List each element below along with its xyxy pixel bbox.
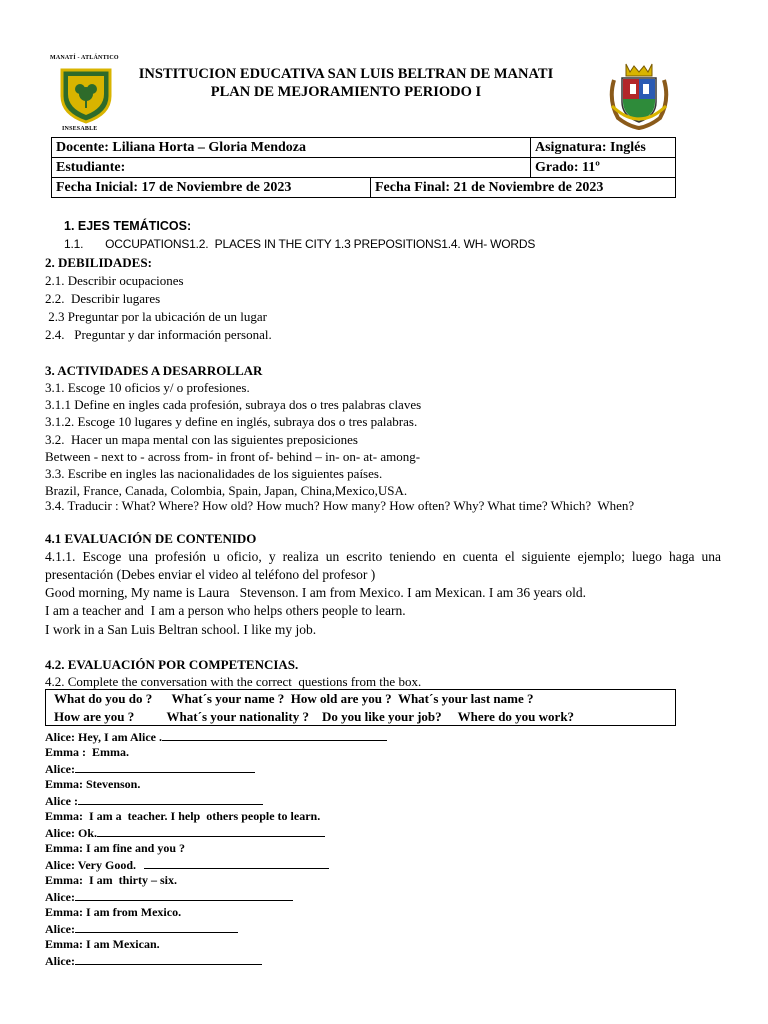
answer-blank[interactable] [97, 825, 325, 837]
section1-topics: 1.1. OCCUPATIONS1.2. PLACES IN THE CITY 1.3 PREPOSITIONS1.4. WH- WORDS [64, 237, 536, 251]
municipal-crest-logo [606, 60, 672, 132]
dialogue-line: Emma: I am from Mexico. [45, 905, 182, 919]
section2-item: 2.3 Preguntar por la ubicación de un lugar [45, 309, 268, 324]
dialogue-line: Emma: I am Mexican. [45, 937, 160, 951]
section3-item: 3.1.1 Define en ingles cada profesión, subraya dos o tres palabras claves [45, 397, 422, 412]
student-cell[interactable]: Estudiante: [52, 158, 531, 178]
section3-item: 3.4. Traducir : What? Where? How old? How much? How many? How often? Why? What time? Which? When? [45, 498, 635, 513]
answer-blank[interactable] [144, 857, 329, 869]
answer-blank[interactable] [75, 761, 255, 773]
section3-item: Between - next to - across from- in front of- behind – in- on- at- among- [45, 449, 421, 464]
dialogue-line: Emma: I am thirty – six. [45, 873, 177, 887]
section42-heading: 4.2. EVALUACIÓN POR COMPETENCIAS. [45, 657, 299, 672]
section42-instruction: 4.2. Complete the conversation with the correct questions from the box. [45, 674, 422, 689]
section2-heading: 2. DEBILIDADES: [45, 255, 152, 270]
grade-cell: Grado: 11º [531, 158, 676, 178]
logo-caption-top: MANATÍ - ATLÁNTICO [50, 55, 119, 61]
answer-blank[interactable] [162, 729, 387, 741]
answer-blank[interactable] [78, 793, 263, 805]
example-text-line: I am a teacher and I am a person who helps others people to learn. [45, 603, 406, 618]
section41-instruction-line2: presentación (Debes enviar el video al teléfono del profesor ) [45, 567, 376, 582]
teacher-cell: Docente: Liliana Horta – Gloria Mendoza [52, 138, 531, 158]
dialogue-line: Alice : [45, 793, 263, 809]
subject-cell: Asignatura: Inglés [531, 138, 676, 158]
logo-caption-bottom: INSESABLE [62, 126, 98, 132]
answer-blank[interactable] [75, 953, 262, 965]
section41-heading: 4.1 EVALUACIÓN DE CONTENIDO [45, 531, 257, 546]
section2-item: 2.1. Describir ocupaciones [45, 273, 184, 288]
questions-row: How are you ? What´s your nationality ? Do you like your job? Where do you work? [54, 709, 575, 724]
section3-item: 3.1.2. Escoge 10 lugares y define en inglés, subraya dos o tres palabras. [45, 414, 418, 429]
institution-title: INSTITUCION EDUCATIVA SAN LUIS BELTRAN DE MANATI [138, 66, 554, 82]
questions-box [45, 689, 676, 726]
section3-item: 3.3. Escribe en ingles las nacionalidades de los siguientes países. [45, 466, 383, 481]
dialogue-line: Emma: Stevenson. [45, 777, 141, 791]
section3-heading: 3. ACTIVIDADES A DESARROLLAR [45, 363, 263, 378]
dialogue-line: Alice: Very Good. [45, 857, 329, 873]
example-text-line: I work in a San Luis Beltran school. I like my job. [45, 622, 317, 637]
section3-item: 3.2. Hacer un mapa mental con las siguientes preposiciones [45, 432, 358, 447]
dialogue-line: Emma: I am fine and you ? [45, 841, 186, 855]
section1-heading: 1. EJES TEMÁTICOS: [64, 219, 192, 233]
dialogue-line: Alice: [45, 953, 262, 969]
dialogue-line: Emma : Emma. [45, 745, 129, 759]
section41-instruction-line1: 4.1.1. Escoge una profesión u oficio, y realiza un escrito teniendo en cuenta el siguiente ejemplo; luego haga una [45, 549, 721, 564]
start-date-cell: Fecha Inicial: 17 de Noviembre de 2023 [52, 178, 371, 198]
dialogue-line: Alice: [45, 889, 293, 905]
answer-blank[interactable] [75, 921, 238, 933]
section3-item: Brazil, France, Canada, Colombia, Spain, Japan, China,Mexico,USA. [45, 483, 408, 498]
dialogue-line: Alice: Ok. [45, 825, 325, 841]
dialogue-line: Emma: I am a teacher. I help others people to learn. [45, 809, 321, 823]
dialogue-line: Alice: Hey, I am Alice . [45, 729, 387, 745]
section2-item: 2.2. Describir lugares [45, 291, 161, 306]
info-table [51, 137, 676, 198]
answer-blank[interactable] [75, 889, 293, 901]
dialogue-line: Alice: [45, 921, 238, 937]
example-text-line: Good morning, My name is Laura Stevenson. I am from Mexico. I am Mexican. I am 36 years old. [45, 585, 586, 600]
questions-row: What do you do ? What´s your name ? How old are you ? What´s your last name ? [54, 691, 534, 706]
dialogue-line: Alice: [45, 761, 255, 777]
section2-item: 2.4. Preguntar y dar información personal. [45, 327, 272, 342]
plan-title: PLAN DE MEJORAMIENTO PERIODO I [210, 84, 482, 100]
section3-item: 3.1. Escoge 10 oficios y/ o profesiones. [45, 380, 250, 395]
end-date-cell: Fecha Final: 21 de Noviembre de 2023 [371, 178, 676, 198]
